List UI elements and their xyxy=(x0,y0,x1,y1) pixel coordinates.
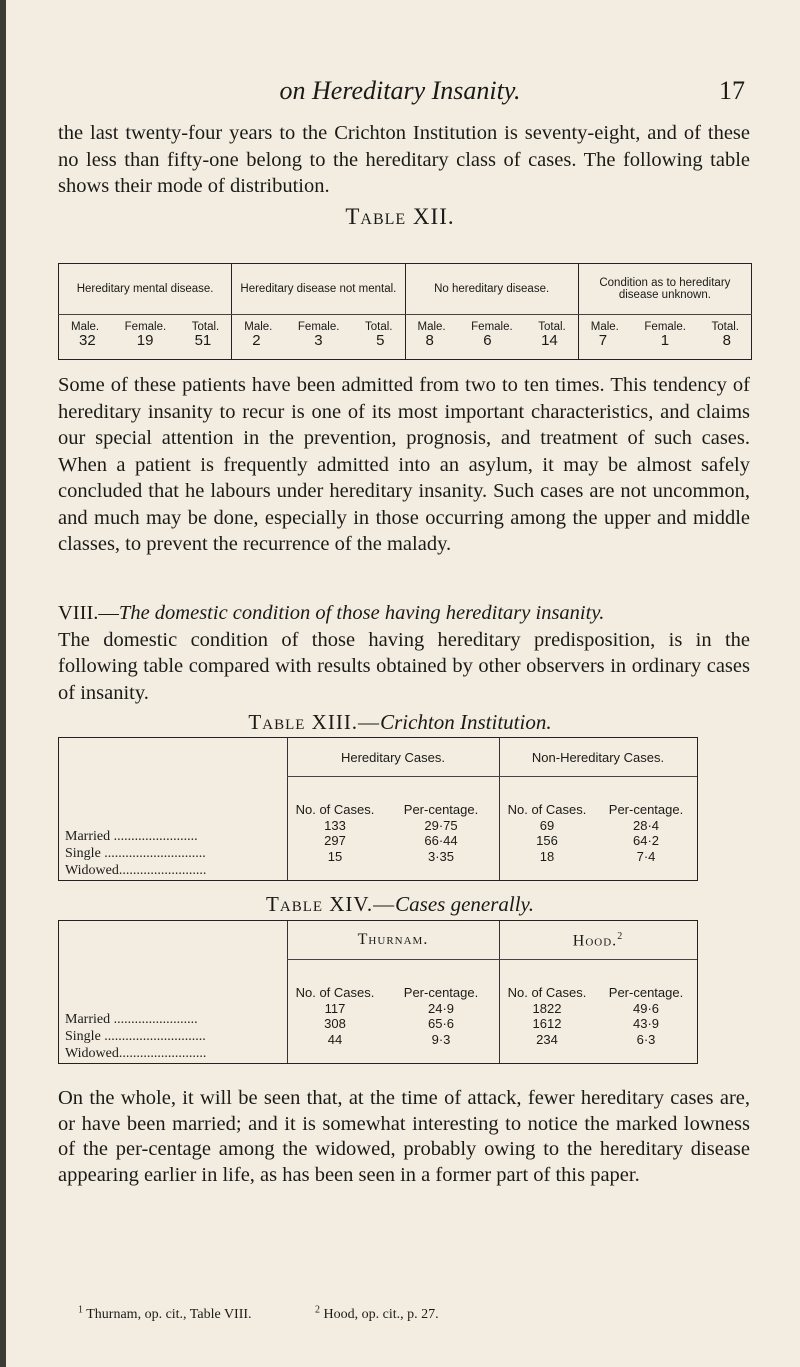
footnote-2: $^2$ Hood, op. cit., p. 27. xyxy=(315,1304,439,1322)
table14-row-label: Single ............................. xyxy=(65,1029,206,1044)
footnote-1: $^1$ Thurnam, op. cit., Table VIII. xyxy=(78,1304,252,1322)
table12-caption: Table XII. xyxy=(345,204,455,229)
table13 xyxy=(58,737,698,881)
page-number: 17 xyxy=(719,76,745,105)
table14-column: Per-centage. 49·6 43·9 6·3 xyxy=(608,985,684,1047)
table12-header: Hereditary disease not mental. xyxy=(232,264,405,315)
section-title: The domestic condition of those having hereditary insanity. xyxy=(118,602,605,624)
table14-column: No. of Cases. 117 308 44 xyxy=(295,985,375,1047)
table14-column: Per-centage. 24·9 65·6 9·3 xyxy=(403,985,479,1047)
table14-group-header: Hood.$^2$ xyxy=(572,931,624,950)
table12-header: Condition as to hereditary disease unknown. xyxy=(578,264,751,315)
table13-group-header: Non-Hereditary Cases. xyxy=(531,750,665,765)
table13-column: Per-centage. 28·4 64·2 7·4 xyxy=(608,802,684,864)
table13-row-label: Single ............................. xyxy=(65,846,206,861)
table13-group-header: Hereditary Cases. xyxy=(340,750,446,765)
table12 xyxy=(58,263,752,360)
running-title: on Hereditary Insanity. xyxy=(279,76,521,105)
body-paragraph-2: Some of these patients have been admitted from two to ten times. This tendency of hereditary insanity to recur is one of its most important characteristics, and claims our special attention in the prevention, prognosis, and treatment of such cases. When a patient is frequently admitted into an asylum, it may be almost safely concluded that he labours under hereditary insanity. Such cases are not uncommon, and much may be done, especially in those occurring among the upper and middle classes, to prevent the recurrence of the malady. xyxy=(58,374,750,555)
table14 xyxy=(58,920,698,1064)
table13-caption: Table XIII.—Crichton Institution. xyxy=(248,710,552,734)
table13-column: No. of Cases. 69 156 18 xyxy=(507,802,587,864)
table14-row-label: Widowed......................... xyxy=(65,1046,207,1061)
section-viii xyxy=(58,600,750,706)
page-header xyxy=(0,76,800,116)
intro-paragraph: the last twenty-four years to the Crichton Institution is seventy-eight, and of these no less than fifty-one belong to the hereditary class of cases. The following table shows their mode of distribution. xyxy=(58,122,750,197)
table13-row-label: Married ........................ xyxy=(65,829,198,844)
table13-column: No. of Cases. 133 297 15 xyxy=(295,802,375,864)
table12-header-row xyxy=(59,264,752,315)
section-number: VIII.— xyxy=(58,602,119,624)
table12-group: Male. Female. Total. 8 6 14 xyxy=(405,315,578,360)
table12-group: Male. Female. Total. 32 19 51 xyxy=(59,315,232,360)
section-body: The domestic condition of those having hereditary predisposition, is in the following table compared with results obtained by other observers in ordinary cases of insanity. xyxy=(58,628,750,704)
table12-group: Male. Female. Total. 2 3 5 xyxy=(232,315,405,360)
table13-column: Per-centage. 29·75 66·44 3·35 xyxy=(403,802,479,864)
table12-header: No hereditary disease. xyxy=(405,264,578,315)
table12-group: Male. Female. Total. 7 1 8 xyxy=(578,315,751,360)
table14-row-label: Married ........................ xyxy=(65,1012,198,1027)
footnotes xyxy=(78,1304,439,1323)
conclusion-paragraph: On the whole, it will be seen that, at the time of attack, fewer hereditary cases are, or have been married; and it is somewhat interesting to notice the marked lowness of the per-centage among the widowed, probably owing to the hereditary disease appearing earlier in life, as has been seen in a former part of this paper. xyxy=(58,1087,750,1186)
table14-caption: Table XIV.—Cases generally. xyxy=(266,892,534,916)
table12-header: Hereditary mental disease. xyxy=(59,264,232,315)
table14-column: No. of Cases. 1822 1612 234 xyxy=(507,985,587,1047)
table13-row-label: Widowed......................... xyxy=(65,863,207,878)
table12-data-row xyxy=(59,315,752,360)
table14-group-header: Thurnam. xyxy=(357,931,429,948)
